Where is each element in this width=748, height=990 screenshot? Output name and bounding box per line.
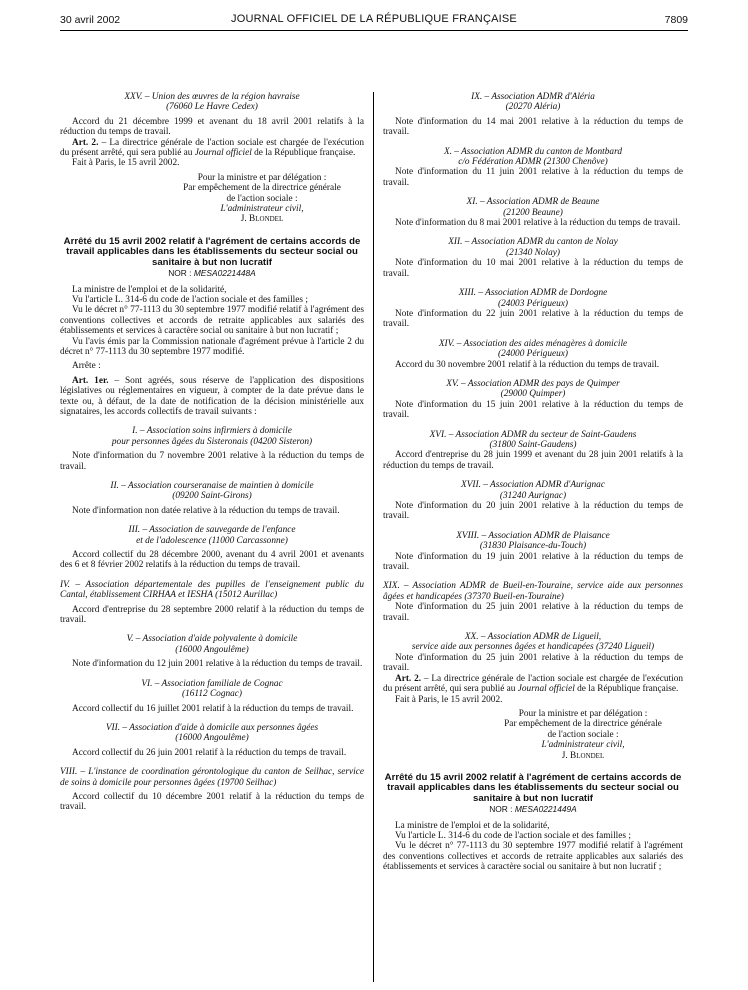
nor-reference (60, 268, 364, 278)
section-subtitle: (16112 Cognac) (182, 689, 242, 700)
article-text: – La directrice générale de l'action sociale est chargée de l'exécution du présent arrêté, qui sera publié au (60, 137, 365, 159)
signature-line: L'administrateur civil, (541, 740, 625, 751)
signature-line: de l'action sociale : (547, 729, 619, 740)
section-text: Accord collectif du 16 juillet 2001 relatif à la réduction du temps de travail. (72, 703, 354, 714)
section-text: Accord collectif du 26 juin 2001 relatif à la réduction du temps de travail. (72, 747, 347, 758)
header-page-number: 7809 (664, 14, 688, 26)
column-divider (373, 92, 374, 982)
signature-line: de l'action sociale : (226, 193, 298, 204)
section-subtitle: (31240 Aurignac) (499, 490, 567, 501)
section-text: Note d'information du 12 juin 2001 relative à la réduction du temps de travail. (72, 659, 363, 670)
section-title: II. – Association courseranaise de maintien à domicile (110, 481, 314, 491)
section-text: Note d'information du 10 mai 2001 relative à la réduction du temps de travail. (383, 258, 683, 279)
section-title: XX. – Association ADMR de Ligueil, (464, 632, 602, 643)
section-subtitle: (21200 Beaune) (503, 207, 563, 218)
journal-name: Journal officiel (194, 148, 252, 159)
section-title: XI. – Association ADMR de Beaune (466, 197, 600, 208)
intro-line: La ministre de l'emploi et de la solidarité, (72, 284, 227, 295)
section-subtitle: (31830 Plaisance-du-Touch) (479, 541, 587, 552)
arrete-title: Arrêté du 15 avril 2002 relatif à l'agrément de certains accords de travail applicables dans les établissements du secteur social ou sanitaire à but non lucratif (384, 771, 682, 804)
section-subtitle: (31800 Saint-Gaudens) (489, 439, 577, 450)
section-subtitle: et de l'adolescence (11000 Carcassonne) (136, 535, 288, 546)
article-label: Art. 1er. (72, 375, 109, 386)
section-subtitle: (09200 Saint-Girons) (172, 491, 252, 502)
section-text: Accord d'entreprise du 28 juin 1999 et avenant du 28 juin 2001 relatifs à la réduction du temps de travail. (383, 450, 683, 471)
nor-label: NOR : (168, 268, 194, 279)
section-title: XVII. – Association ADMR d'Aurignac (461, 480, 605, 491)
right-column (383, 92, 683, 873)
intro-line: Vu l'avis émis par la Commission nationale d'agrément prévue à l'article 2 du décret n° 77-1113 du 30 septembre 1977 modifié. (60, 336, 364, 357)
signature-line: Pour la ministre et par délégation : (197, 172, 327, 183)
arrete-label: Arrête : (72, 361, 101, 372)
nor-reference (383, 804, 683, 814)
signature-line: L'administrateur civil, (220, 204, 304, 215)
article-2 (383, 674, 683, 695)
intro-line: Vu le décret n° 77-1113 du 30 septembre 1977 modifié relatif à l'agrément des conventions collectives et accords de retraite applicables aux salariés des établissements et services à caractère social ou sanitaire à but non lucratif ; (383, 841, 683, 873)
section-subtitle: (21340 Nolay) (506, 247, 560, 258)
article-label: Art. 2. (72, 137, 99, 148)
section-subtitle: (29000 Quimper) (500, 389, 566, 400)
section-text: Note d'information du 7 novembre 2001 relative à la réduction du temps de travail. (60, 451, 364, 472)
section-text: Note d'information du 14 mai 2001 relative à la réduction du temps de travail. (383, 116, 683, 138)
section-text: Accord du 21 décembre 1999 et avenant du 18 avril 2001 relatifs à la réduction du temps de travail. (60, 116, 364, 138)
section-subtitle: (16000 Angoulême) (175, 733, 249, 744)
article-text: de la République française. (574, 684, 679, 695)
section-title: XXV. – Union des œuvres de la région havraise (124, 92, 300, 102)
section-subtitle: service aide aux personnes âgées et handicapées (37240 Ligueil) (411, 642, 655, 653)
signature-line: Par empêchement de la directrice générale (183, 183, 341, 194)
article-text: – La directrice générale de l'action sociale est chargée de l'exécution du présent arrêté, qui sera publié au (383, 673, 683, 695)
signature-name: J. Blondel (561, 750, 605, 761)
section-text: Accord collectif du 28 décembre 2000, avenant du 4 avril 2001 et avenants des 6 et 8 février 2002 relatifs à la réduction du temps de travail. (60, 550, 364, 571)
page-header (60, 12, 688, 30)
section-text: Note d'information du 25 juin 2001 relative à la réduction du temps de travail. (383, 652, 683, 674)
header-title: JOURNAL OFFICIEL DE LA RÉPUBLIQUE FRANÇAISE (231, 13, 517, 25)
section-title: XII. – Association ADMR du canton de Nolay (448, 237, 618, 248)
article-label: Art. 2. (395, 673, 422, 684)
article-1 (60, 376, 364, 418)
section-text: Accord collectif du 10 décembre 2001 relatif à la réduction du temps de travail. (60, 791, 364, 813)
signature-line: Pour la ministre et par délégation : (518, 708, 648, 719)
section-subtitle: pour personnes âgées du Sisteronais (04200 Sisteron) (111, 436, 313, 447)
header-date: 30 avril 2002 (60, 14, 121, 26)
section-title: XIII. – Association ADMR de Dordogne (458, 288, 608, 299)
intro-line: Vu l'article L. 314-6 du code de l'action sociale et des familles ; (395, 830, 631, 841)
section-title: XIX. – Association ADMR de Bueil-en-Touraine, service aide aux personnes âgées et handicapées (37370 Bueil-en-Touraine) (383, 581, 683, 602)
section-title: VI. – Association familiale de Cognac (141, 678, 283, 689)
section-text: Note d'information du 11 juin 2001 relative à la réduction du temps de travail. (383, 167, 683, 188)
section-title: XIV. – Association des aides ménagères à domicile (438, 338, 628, 349)
section-subtitle: (24003 Périgueux) (498, 298, 568, 309)
section-title: III. – Association de sauvegarde de l'enfance (128, 525, 296, 536)
section-subtitle: c/o Fédération ADMR (21300 Chenôve) (458, 157, 608, 168)
section-text: Note d'information du 15 juin 2001 relative à la réduction du temps de travail. (383, 399, 683, 421)
section-title: VII. – Association d'aide à domicile aux personnes âgées (105, 722, 319, 733)
arrete-title: Arrêté du 15 avril 2002 relatif à l'agrément de certains accords de travail applicables dans les établissements du secteur social ou sanitaire à but non lucratif (63, 235, 361, 268)
section-text: Note d'information du 8 mai 2001 relative à la réduction du temps de travail. (395, 218, 681, 229)
section-text: Note d'information du 25 juin 2001 relative à la réduction du temps de travail. (383, 602, 683, 623)
fait-a-paris: Fait à Paris, le 15 avril 2002. (395, 694, 503, 705)
nor-code: MESA0221448A (193, 268, 256, 279)
article-2 (60, 138, 364, 159)
article-text: – Sont agréés, sous réserve de l'application des dispositions législatives ou réglementaires en vigueur, à compter de la date prévue dans le texte ou, à défaut, de la date de notification de la décision ministérielle aux signataires, les accords collectifs de travail suivants : (60, 375, 364, 417)
left-column (60, 92, 364, 813)
journal-name: Journal officiel (517, 684, 575, 695)
section-subtitle: (24000 Périgueux) (498, 349, 568, 360)
section-title: I. – Association soins infirmiers à domicile (132, 426, 292, 437)
header-rule (60, 30, 688, 31)
article-text: de la République française. (251, 148, 356, 159)
section-title: IV. – Association départementale des pupilles de l'enseignement public du Cantal, établissement CIRHAA et IESHA (15012 Aurillac) (60, 579, 364, 601)
section-title: XVIII. – Association ADMR de Plaisance (456, 530, 610, 541)
fait-a-paris: Fait à Paris, le 15 avril 2002. (72, 158, 180, 169)
signature-line: Par empêchement de la directrice générale (504, 719, 662, 730)
section-subtitle: (76060 Le Havre Cedex) (166, 102, 258, 113)
section-title: XVI. – Association ADMR du secteur de Saint-Gaudens (429, 429, 637, 440)
signature-name: J. Blondel (240, 214, 284, 225)
section-text: Accord du 30 novembre 2001 relatif à la réduction du temps de travail. (395, 359, 660, 370)
section-title: XV. – Association ADMR des pays de Quimper (446, 378, 620, 389)
intro-line: Vu le décret n° 77-1113 du 30 septembre 1977 modifié relatif à l'agrément des conventions collectives et accords de retraite applicables aux salariés des établissements et services à caractère social ou sanitaire à but non lucratif ; (60, 305, 364, 337)
section-text: Note d'information non datée relative à la réduction du temps de travail. (72, 505, 340, 516)
section-title: X. – Association ADMR du canton de Montbard (443, 146, 622, 157)
section-text: Note d'information du 22 juin 2001 relative à la réduction du temps de travail. (383, 308, 683, 330)
section-text: Accord d'entreprise du 28 septembre 2000 relatif à la réduction du temps de travail. (60, 604, 364, 626)
intro-line: La ministre de l'emploi et de la solidarité, (395, 820, 550, 831)
section-title: IX. – Association ADMR d'Aléria (471, 92, 595, 102)
section-subtitle: (16000 Angoulême) (175, 644, 249, 655)
section-text: Note d'information du 19 juin 2001 relative à la réduction du temps de travail. (383, 551, 683, 573)
section-text: Note d'information du 20 juin 2001 relative à la réduction du temps de travail. (383, 501, 683, 522)
nor-code: MESA0221449A (514, 804, 577, 815)
section-subtitle: (20270 Aléria) (505, 102, 561, 113)
section-title: V. – Association d'aide polyvalente à domicile (126, 634, 298, 645)
nor-label: NOR : (489, 804, 515, 815)
section-title: VIII. – L'instance de coordination gérontologique du canton de Seilhac, service de soins à domicile pour personnes âgées (19700 Seilhac) (60, 767, 364, 788)
intro-line: Vu l'article L. 314-6 du code de l'action sociale et des familles ; (72, 294, 308, 305)
